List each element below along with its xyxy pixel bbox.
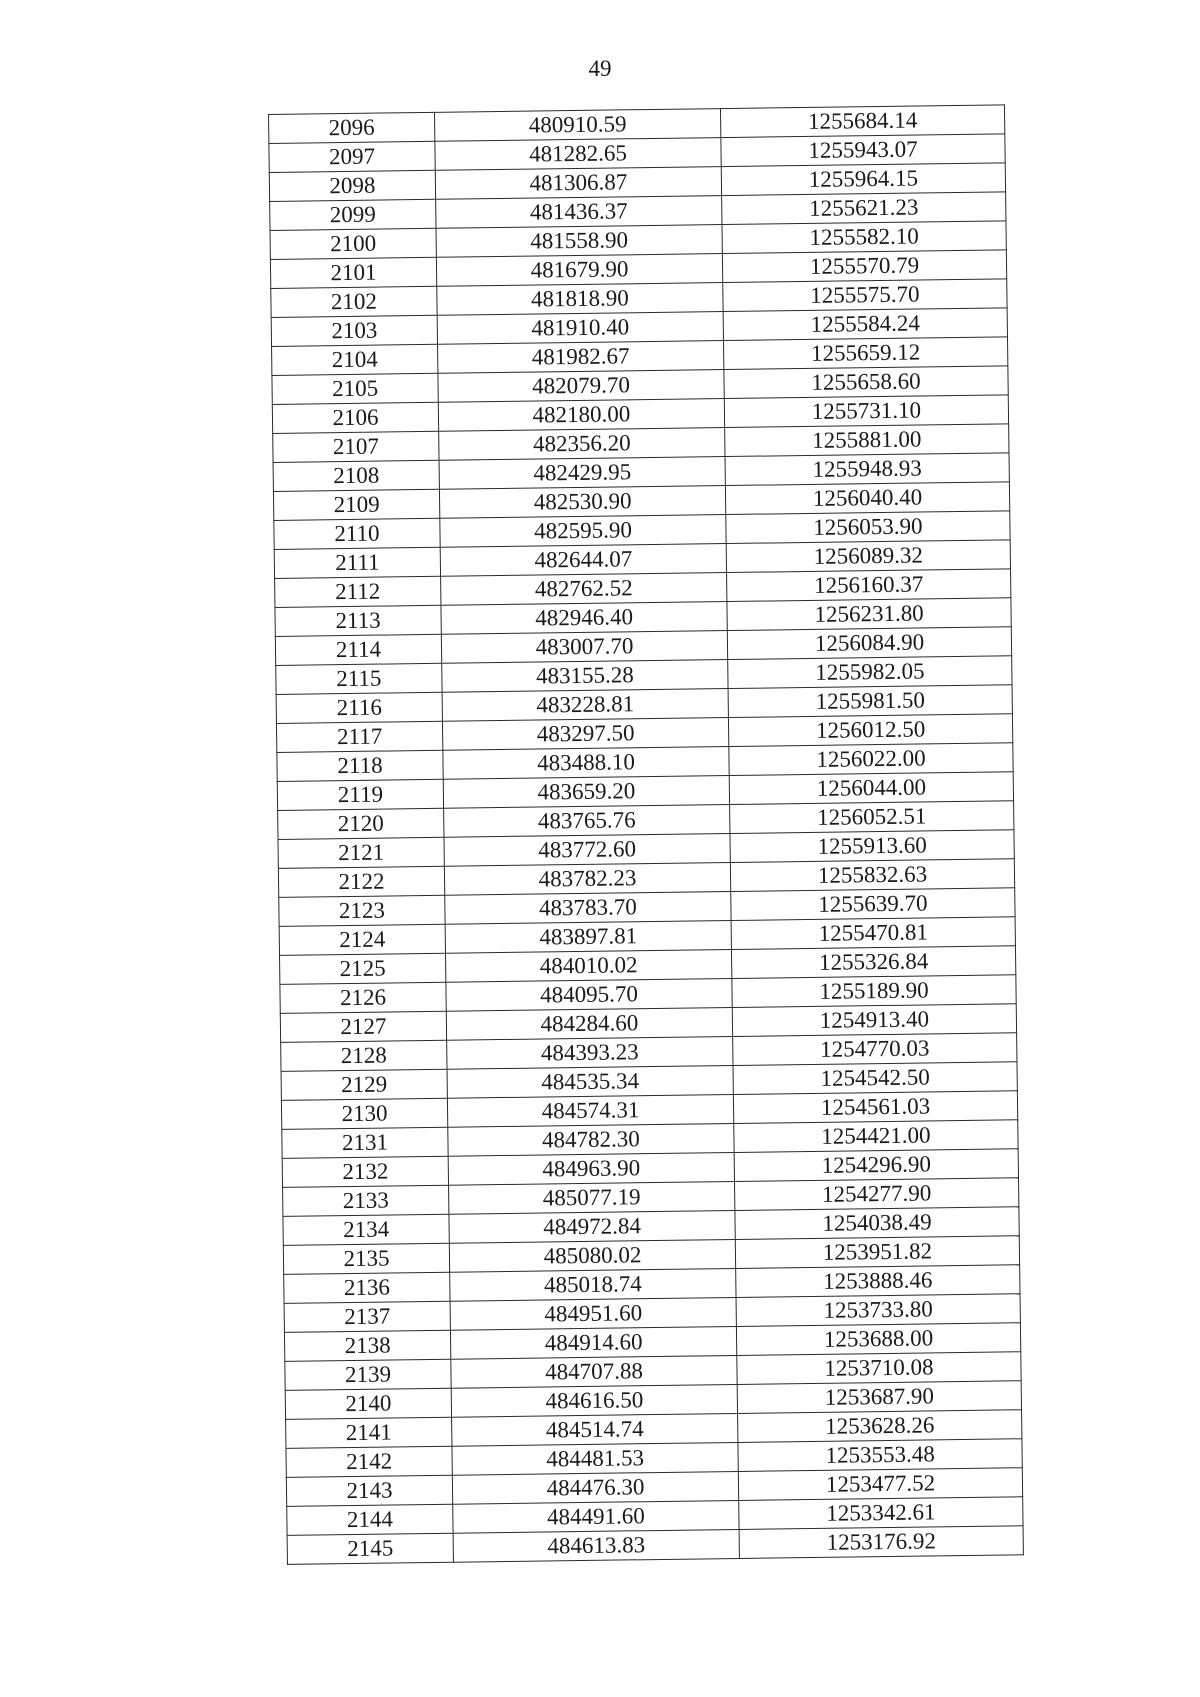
- point-number-cell: 2118: [277, 750, 443, 781]
- point-number-cell: 2130: [281, 1098, 447, 1129]
- y-coordinate-cell: 1255881.00: [725, 424, 1009, 457]
- x-coordinate-cell: 483488.10: [443, 747, 729, 780]
- x-coordinate-cell: 482644.07: [440, 544, 726, 577]
- y-coordinate-cell: 1255326.84: [731, 946, 1015, 979]
- x-coordinate-cell: 483772.60: [444, 834, 730, 867]
- point-number-cell: 2120: [278, 808, 444, 839]
- y-coordinate-cell: 1255621.23: [722, 192, 1006, 225]
- point-number-cell: 2133: [283, 1185, 449, 1216]
- y-coordinate-cell: 1254770.03: [733, 1033, 1017, 1066]
- y-coordinate-cell: 1254542.50: [733, 1062, 1017, 1095]
- x-coordinate-cell: 485077.19: [449, 1181, 735, 1214]
- x-coordinate-cell: 485018.74: [450, 1268, 736, 1301]
- y-coordinate-cell: 1256231.80: [727, 598, 1011, 631]
- x-coordinate-cell: 481679.90: [436, 254, 722, 287]
- point-number-cell: 2141: [286, 1417, 452, 1448]
- y-coordinate-cell: 1255659.12: [724, 337, 1008, 370]
- point-number-cell: 2137: [284, 1301, 450, 1332]
- x-coordinate-cell: 484491.60: [453, 1500, 739, 1533]
- x-coordinate-cell: 481558.90: [436, 225, 722, 258]
- x-coordinate-cell: 484393.23: [447, 1036, 733, 1069]
- x-coordinate-cell: 482079.70: [438, 370, 724, 403]
- y-coordinate-cell: 1255964.15: [721, 163, 1005, 196]
- x-coordinate-cell: 484476.30: [452, 1471, 738, 1504]
- x-coordinate-cell: 482429.95: [439, 457, 725, 490]
- y-coordinate-cell: 1254913.40: [732, 1004, 1016, 1037]
- x-coordinate-cell: 483783.70: [445, 892, 731, 925]
- y-coordinate-cell: 1254296.90: [734, 1149, 1018, 1182]
- y-coordinate-cell: 1253553.48: [738, 1439, 1022, 1472]
- point-number-cell: 2142: [286, 1446, 452, 1477]
- y-coordinate-cell: 1255575.70: [723, 279, 1007, 312]
- y-coordinate-cell: 1256084.90: [727, 627, 1011, 660]
- point-number-cell: 2116: [276, 692, 442, 723]
- x-coordinate-cell: 484010.02: [446, 950, 732, 983]
- point-number-cell: 2111: [274, 547, 440, 578]
- x-coordinate-cell: 484514.74: [452, 1413, 738, 1446]
- y-coordinate-cell: 1256052.51: [730, 801, 1014, 834]
- y-coordinate-cell: 1255981.50: [728, 685, 1012, 718]
- x-coordinate-cell: 481910.40: [437, 312, 723, 345]
- point-number-cell: 2139: [285, 1359, 451, 1390]
- point-number-cell: 2105: [272, 373, 438, 404]
- point-number-cell: 2134: [283, 1214, 449, 1245]
- x-coordinate-cell: 482356.20: [439, 428, 725, 461]
- page-number: 49: [588, 56, 612, 81]
- point-number-cell: 2122: [278, 866, 444, 897]
- y-coordinate-cell: 1253342.61: [739, 1497, 1023, 1530]
- x-coordinate-cell: 484481.53: [452, 1442, 738, 1475]
- point-number-cell: 2129: [281, 1069, 447, 1100]
- x-coordinate-cell: 484914.60: [450, 1326, 736, 1359]
- x-coordinate-cell: 483897.81: [445, 921, 731, 954]
- y-coordinate-cell: 1255189.90: [732, 975, 1016, 1008]
- x-coordinate-cell: 484574.31: [447, 1094, 733, 1127]
- point-number-cell: 2097: [269, 141, 435, 172]
- point-number-cell: 2096: [269, 112, 435, 143]
- y-coordinate-cell: 1256012.50: [728, 714, 1012, 747]
- y-coordinate-cell: 1255948.93: [725, 453, 1009, 486]
- point-number-cell: 2132: [282, 1156, 448, 1187]
- x-coordinate-cell: 484284.60: [446, 1007, 732, 1040]
- x-coordinate-cell: 484707.88: [451, 1355, 737, 1388]
- y-coordinate-cell: 1255913.60: [730, 830, 1014, 863]
- x-coordinate-cell: 481436.37: [436, 196, 722, 229]
- y-coordinate-cell: 1253628.26: [738, 1410, 1022, 1443]
- y-coordinate-cell: 1254421.00: [734, 1120, 1018, 1153]
- x-coordinate-cell: 483659.20: [443, 776, 729, 809]
- point-number-cell: 2124: [279, 924, 445, 955]
- point-number-cell: 2140: [285, 1388, 451, 1419]
- point-number-cell: 2123: [279, 895, 445, 926]
- point-number-cell: 2128: [281, 1040, 447, 1071]
- x-coordinate-cell: 483007.70: [441, 631, 727, 664]
- table-body: [269, 105, 1024, 1565]
- y-coordinate-cell: 1256022.00: [729, 743, 1013, 776]
- point-number-cell: 2098: [269, 170, 435, 201]
- point-number-cell: 2119: [277, 779, 443, 810]
- x-coordinate-cell: 481818.90: [437, 283, 723, 316]
- x-coordinate-cell: 484613.83: [453, 1529, 739, 1562]
- y-coordinate-cell: 1253710.08: [737, 1352, 1021, 1385]
- point-number-cell: 2113: [275, 605, 441, 636]
- y-coordinate-cell: 1256040.40: [725, 482, 1009, 515]
- y-coordinate-cell: 1256089.32: [726, 540, 1010, 573]
- x-coordinate-cell: 482595.90: [440, 515, 726, 548]
- y-coordinate-cell: 1253687.90: [737, 1381, 1021, 1414]
- point-number-cell: 2135: [283, 1243, 449, 1274]
- x-coordinate-cell: 483765.76: [444, 805, 730, 838]
- y-coordinate-cell: 1254038.49: [735, 1207, 1019, 1240]
- y-coordinate-cell: 1255584.24: [723, 308, 1007, 341]
- point-number-cell: 2110: [274, 518, 440, 549]
- point-number-cell: 2145: [287, 1533, 453, 1564]
- point-number-cell: 2136: [284, 1272, 450, 1303]
- x-coordinate-cell: 483228.81: [442, 689, 728, 722]
- x-coordinate-cell: 483297.50: [442, 718, 728, 751]
- x-coordinate-cell: 481282.65: [435, 138, 721, 171]
- y-coordinate-cell: 1255570.79: [722, 250, 1006, 283]
- point-number-cell: 2117: [276, 721, 442, 752]
- x-coordinate-cell: 483155.28: [442, 660, 728, 693]
- y-coordinate-cell: 1255639.70: [731, 888, 1015, 921]
- x-coordinate-cell: 485080.02: [449, 1239, 735, 1272]
- x-coordinate-cell: 484095.70: [446, 979, 732, 1012]
- point-number-cell: 2131: [282, 1127, 448, 1158]
- y-coordinate-cell: 1254277.90: [735, 1178, 1019, 1211]
- y-coordinate-cell: 1253888.46: [736, 1265, 1020, 1298]
- point-number-cell: 2125: [280, 953, 446, 984]
- x-coordinate-cell: 483782.23: [444, 863, 730, 896]
- point-number-cell: 2115: [276, 663, 442, 694]
- y-coordinate-cell: 1254561.03: [733, 1091, 1017, 1124]
- coordinates-table: [268, 104, 1023, 1565]
- x-coordinate-cell: 482180.00: [438, 399, 724, 432]
- point-number-cell: 2112: [275, 576, 441, 607]
- y-coordinate-cell: 1255832.63: [730, 859, 1014, 892]
- x-coordinate-cell: 484616.50: [451, 1384, 737, 1417]
- y-coordinate-cell: 1256160.37: [727, 569, 1011, 602]
- point-number-cell: 2143: [286, 1475, 452, 1506]
- y-coordinate-cell: 1255658.60: [724, 366, 1008, 399]
- y-coordinate-cell: 1255943.07: [721, 134, 1005, 167]
- point-number-cell: 2102: [271, 286, 437, 317]
- y-coordinate-cell: 1253951.82: [735, 1236, 1019, 1269]
- x-coordinate-cell: 484951.60: [450, 1297, 736, 1330]
- x-coordinate-cell: 482530.90: [439, 486, 725, 519]
- x-coordinate-cell: 484535.34: [447, 1065, 733, 1098]
- point-number-cell: 2127: [280, 1011, 446, 1042]
- point-number-cell: 2126: [280, 982, 446, 1013]
- x-coordinate-cell: 481306.87: [435, 167, 721, 200]
- y-coordinate-cell: 1255684.14: [720, 105, 1004, 138]
- point-number-cell: 2121: [278, 837, 444, 868]
- y-coordinate-cell: 1253688.00: [736, 1323, 1020, 1356]
- point-number-cell: 2099: [270, 199, 436, 230]
- point-number-cell: 2114: [275, 634, 441, 665]
- y-coordinate-cell: 1255582.10: [722, 221, 1006, 254]
- point-number-cell: 2109: [273, 489, 439, 520]
- point-number-cell: 2100: [270, 228, 436, 259]
- y-coordinate-cell: 1253477.52: [738, 1468, 1022, 1501]
- x-coordinate-cell: 484963.90: [448, 1152, 734, 1185]
- x-coordinate-cell: 481982.67: [438, 341, 724, 374]
- point-number-cell: 2104: [272, 344, 438, 375]
- point-number-cell: 2106: [272, 402, 438, 433]
- point-number-cell: 2101: [270, 257, 436, 288]
- x-coordinate-cell: 482762.52: [441, 573, 727, 606]
- y-coordinate-cell: 1256053.90: [726, 511, 1010, 544]
- x-coordinate-cell: 484782.30: [448, 1123, 734, 1156]
- x-coordinate-cell: 480910.59: [434, 109, 720, 142]
- point-number-cell: 2144: [287, 1504, 453, 1535]
- point-number-cell: 2103: [271, 315, 437, 346]
- y-coordinate-cell: 1256044.00: [729, 772, 1013, 805]
- point-number-cell: 2108: [273, 460, 439, 491]
- x-coordinate-cell: 484972.84: [449, 1210, 735, 1243]
- y-coordinate-cell: 1255982.05: [728, 656, 1012, 689]
- x-coordinate-cell: 482946.40: [441, 602, 727, 635]
- y-coordinate-cell: 1255470.81: [731, 917, 1015, 950]
- point-number-cell: 2138: [284, 1330, 450, 1361]
- y-coordinate-cell: 1255731.10: [724, 395, 1008, 428]
- point-number-cell: 2107: [273, 431, 439, 462]
- y-coordinate-cell: 1253733.80: [736, 1294, 1020, 1327]
- y-coordinate-cell: 1253176.92: [739, 1526, 1023, 1559]
